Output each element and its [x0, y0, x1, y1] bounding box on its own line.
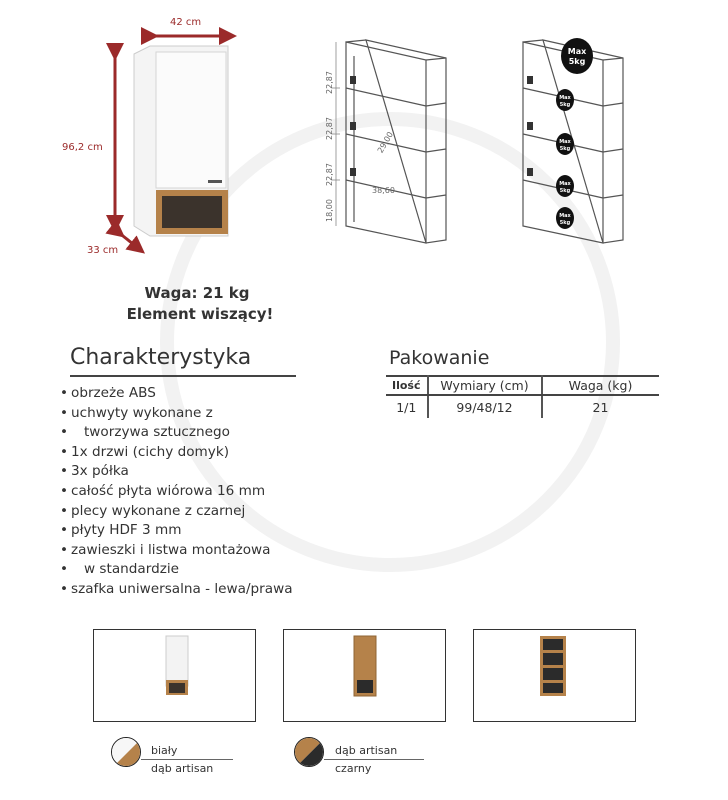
max-load-drawing: [505, 36, 635, 251]
header-dimensions: Wymiary (cm): [428, 376, 542, 395]
packaging-table: [386, 375, 659, 418]
drawing-dim-4: 18,00: [324, 199, 334, 222]
feature-item: • uchwyty wykonane z: [60, 404, 293, 424]
feature-item-continuation: • w standardzie: [60, 560, 293, 580]
feature-item: • zawieszki i listwa montażowa: [60, 541, 293, 561]
characteristics-title: Charakterystyka: [70, 345, 252, 370]
max-value-top: 5kg: [568, 57, 586, 66]
feature-item-continuation: • tworzywa sztucznego: [60, 423, 293, 443]
max-label-shelf-1: Max: [559, 95, 571, 101]
header-weight: Waga (kg): [542, 376, 659, 395]
thumbnail-open-shelf[interactable]: [473, 629, 636, 722]
max-value-shelf-3: 5kg: [559, 188, 571, 194]
feature-item: • plecy wykonane z czarnej: [60, 502, 293, 522]
max-label-shelf-4: Max: [559, 213, 571, 219]
swatch-label-1-bottom: dąb artisan: [151, 762, 214, 775]
swatch-white-oak-icon[interactable]: [111, 737, 141, 767]
hanging-label: Element wiszący!: [126, 305, 274, 323]
max-value-shelf-1: 5kg: [559, 102, 571, 108]
drawing-dim-3: 22,87: [324, 163, 334, 186]
feature-item: • płyty HDF 3 mm: [60, 521, 293, 541]
max-label-shelf-2: Max: [559, 139, 571, 145]
cabinet-dimension-drawing: [60, 10, 240, 260]
header-quantity: Ilość: [386, 376, 428, 395]
feature-item: • 3x półka: [60, 462, 293, 482]
swatch-label-1-top: biały: [151, 744, 178, 757]
drawing-dim-2: 22,87: [324, 117, 334, 140]
swatch-label-2-top: dąb artisan: [335, 744, 398, 757]
features-list: [60, 384, 293, 600]
max-label-top: Max: [567, 47, 587, 56]
swatch-divider-2: [324, 759, 424, 760]
packaging-title: Pakowanie: [389, 347, 490, 369]
weight-label: Waga: 21 kg: [144, 284, 250, 302]
cell-quantity: 1/1: [386, 395, 428, 418]
swatch-divider-1: [141, 759, 233, 760]
thumbnail-white-oak[interactable]: [93, 629, 256, 722]
inner-depth-dim: 29,00: [375, 130, 396, 155]
max-label-shelf-3: Max: [559, 181, 571, 187]
depth-dimension: 33 cm: [87, 245, 119, 256]
thumbnail-oak-black[interactable]: [283, 629, 446, 722]
swatch-label-2-bottom: czarny: [335, 762, 372, 775]
feature-item: • szafka uniwersalna - lewa/prawa: [60, 580, 293, 600]
height-dimension: 96,2 cm: [62, 142, 103, 153]
feature-item: • obrzeże ABS: [60, 384, 293, 404]
characteristics-divider: [70, 375, 296, 377]
width-dimension: 42 cm: [170, 17, 202, 28]
inner-width-dim: 38,60: [372, 186, 395, 195]
max-value-shelf-2: 5kg: [559, 146, 571, 152]
cell-dimensions: 99/48/12: [428, 395, 542, 418]
max-value-shelf-4: 5kg: [559, 220, 571, 226]
table-row: [386, 395, 659, 418]
swatch-oak-black-icon[interactable]: [294, 737, 324, 767]
cell-weight: 21: [592, 399, 609, 415]
feature-item: • 1x drzwi (cichy domyk): [60, 443, 293, 463]
drawing-dim-1: 22,87: [324, 71, 334, 94]
feature-item: • całość płyta wiórowa 16 mm: [60, 482, 293, 502]
